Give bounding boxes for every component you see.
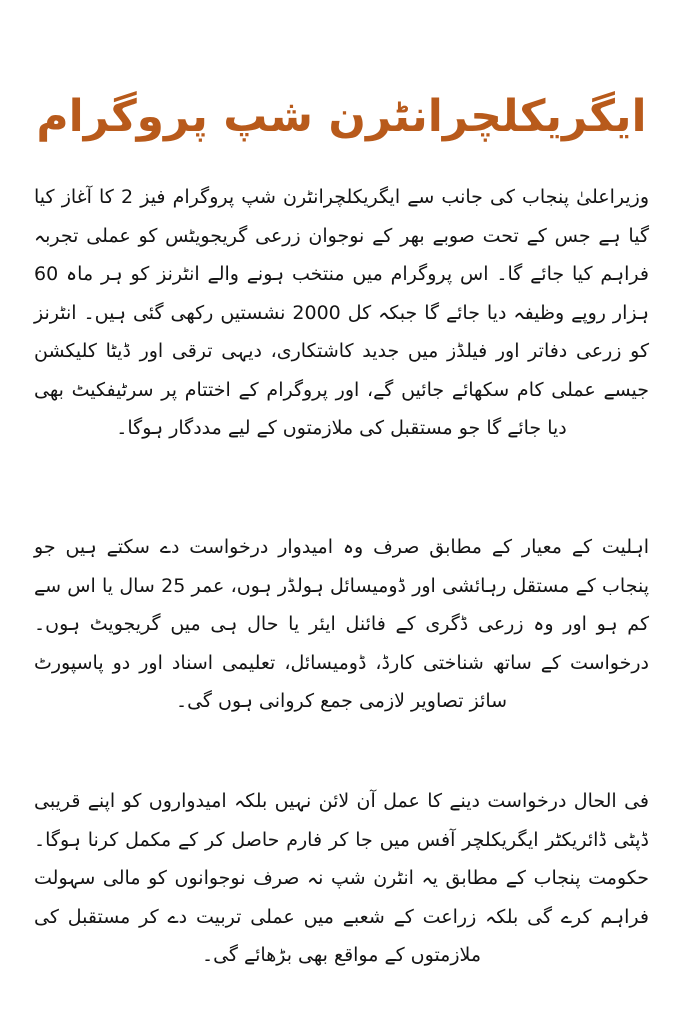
paragraph-eligibility: اہلیت کے معیار کے مطابق صرف وہ امیدوار درخواست دے سکتے ہیں جو پنجاب کے مستقل رہائشی اور ڈومیسائل ہولڈر ہوں، عمر 25 سال یا اس سے کم ہو اور وہ زرعی ڈگری کے فائنل ایئر یا حال ہی میں گریجویٹ ہوں۔ درخواست کے ساتھ شناختی کارڈ، ڈومیسائل، تعلیمی اسناد اور دو پاسپورٹ سائز تصاویر لازمی جمع کروانی ہوں گی۔ <box>34 536 649 712</box>
paragraph-application-process: فی الحال درخواست دینے کا عمل آن لائن نہیں بلکہ امیدواروں کو اپنے قریبی ڈپٹی ڈائریکٹر ایگریکلچر آفس میں جا کر فارم حاصل کر کے مکمل کرنا ہوگا۔ حکومت پنجاب کے مطابق یہ انٹرن شپ نہ صرف نوجوانوں کو مالی سہولت فراہم کرے گی بلکہ زراعت کے شعبے میں عملی تربیت دے کر مستقبل کی ملازمتوں کے مواقع بھی بڑھائے گی۔ <box>34 790 649 966</box>
paragraph-program-overview: وزیراعلیٰ پنجاب کی جانب سے ایگریکلچرانٹرن شپ پروگرام فیز 2 کا آغاز کیا گیا ہے جس کے تحت صوبے بھر کے نوجوان زرعی گریجویٹس کو عملی تجربہ فراہم کیا جائے گا۔ اس پروگرام میں منتخب ہونے والے انٹرنز کو ہر ماہ 60 ہزار روپے وظیفہ دیا جائے گا جبکہ کل 2000 نشستیں رکھی گئی ہیں۔ انٹرنز کو زرعی دفاتر اور فیلڈز میں جدید کاشتکاری، دیہی ترقی اور ڈیٹا کلیکشن جیسے عملی کام سکھائے جائیں گے، اور پروگرام کے اختتام پر سرٹیفکیٹ بھی دیا جائے گا جو مستقبل کی ملازمتوں کے لیے مددگار ہوگا۔ <box>34 186 649 439</box>
article-title: ایگریکلچرانٹرن شپ پروگرام <box>36 91 647 143</box>
